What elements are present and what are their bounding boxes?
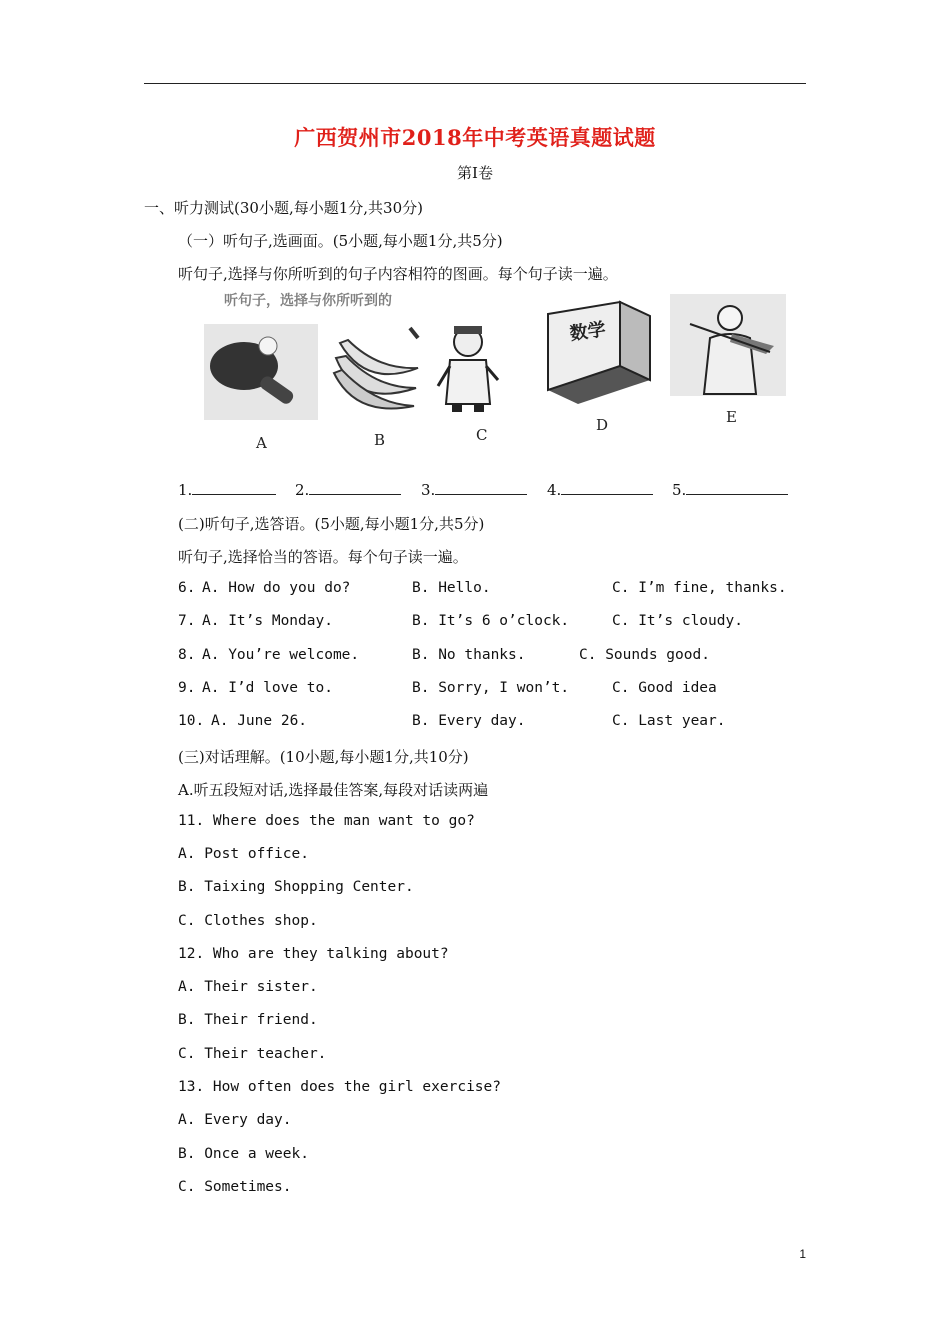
ping-pong-icon xyxy=(204,324,318,420)
question-12-option-a: A. Their sister. xyxy=(178,979,318,995)
violin-player-icon xyxy=(670,294,786,396)
picture-options xyxy=(200,292,792,460)
option-a: A. June 26. xyxy=(211,713,308,729)
question-11-option-a: A. Post office. xyxy=(178,846,309,862)
picture-label-a: A xyxy=(256,434,267,452)
question-12-option-c: C. Their teacher. xyxy=(178,1046,327,1062)
part1-instruction: 听句子,选择与你所听到的句子内容相符的图画。每个句子读一遍。 xyxy=(178,265,618,283)
question-13-option-b: B. Once a week. xyxy=(178,1146,309,1162)
option-b: B. It’s 6 o’clock. xyxy=(412,613,570,629)
part1-heading: （一）听句子,选画面。(5小题,每小题1分,共5分) xyxy=(178,232,503,250)
picture-label-c: C xyxy=(476,426,488,444)
question-11-option-b: B. Taixing Shopping Center. xyxy=(178,879,414,895)
page-number: 1 xyxy=(799,1247,806,1261)
exam-title: 广西贺州市2018年中考英语真题试题 xyxy=(294,125,656,150)
answer-blank-4[interactable]: 4. xyxy=(547,480,653,499)
option-c: C. Good idea xyxy=(612,680,717,696)
question-13-option-a: A. Every day. xyxy=(178,1112,292,1128)
option-c: C. It’s cloudy. xyxy=(612,613,743,629)
part3-instruction: A.听五段短对话,选择最佳答案,每段对话读两遍 xyxy=(178,781,489,799)
svg-text:数学: 数学 xyxy=(568,319,608,345)
part2-instruction: 听句子,选择恰当的答语。每个句子读一遍。 xyxy=(178,548,468,566)
option-a: A. How do you do? xyxy=(202,580,351,596)
option-a: A. You’re welcome. xyxy=(202,647,360,663)
option-b: B. Every day. xyxy=(412,713,526,729)
option-b: B. Hello. xyxy=(412,580,491,596)
option-c: C. Last year. xyxy=(612,713,726,729)
answer-blank-3[interactable]: 3. xyxy=(421,480,527,499)
header-rule xyxy=(144,83,806,84)
picture-label-b: B xyxy=(374,431,386,449)
option-c: C. Sounds good. xyxy=(579,647,710,663)
question-12-option-b: B. Their friend. xyxy=(178,1012,318,1028)
scan-caption: 听句子，选择与你所听到的 xyxy=(224,293,392,309)
doctor-icon xyxy=(432,320,504,416)
answer-blank-5[interactable]: 5. xyxy=(672,480,788,499)
option-b: B. No thanks. xyxy=(412,647,526,663)
part3-heading: (三)对话理解。(10小题,每小题1分,共10分) xyxy=(178,748,469,766)
question-11-option-c: C. Clothes shop. xyxy=(178,913,318,929)
picture-label-e: E xyxy=(726,408,737,426)
bananas-icon xyxy=(326,318,424,422)
question-11: 11. Where does the man want to go? xyxy=(178,813,475,829)
option-a: A. I’d love to. xyxy=(202,680,333,696)
volume-label: 第I卷 xyxy=(457,164,493,182)
part2-heading: (二)听句子,选答语。(5小题,每小题1分,共5分) xyxy=(178,515,485,533)
answer-blank-1[interactable]: 1. xyxy=(178,480,276,499)
option-b: B. Sorry, I won’t. xyxy=(412,680,570,696)
answer-blank-2[interactable]: 2. xyxy=(295,480,401,499)
option-a: A. It’s Monday. xyxy=(202,613,333,629)
question-13: 13. How often does the girl exercise? xyxy=(178,1079,502,1095)
question-12: 12. Who are they talking about? xyxy=(178,946,449,962)
math-book-icon xyxy=(544,296,654,408)
section-heading-listening: 一、听力测试(30小题,每小题1分,共30分) xyxy=(144,199,423,217)
picture-label-d: D xyxy=(596,416,609,434)
question-13-option-c: C. Sometimes. xyxy=(178,1179,292,1195)
option-c: C. I’m fine, thanks. xyxy=(612,580,787,596)
